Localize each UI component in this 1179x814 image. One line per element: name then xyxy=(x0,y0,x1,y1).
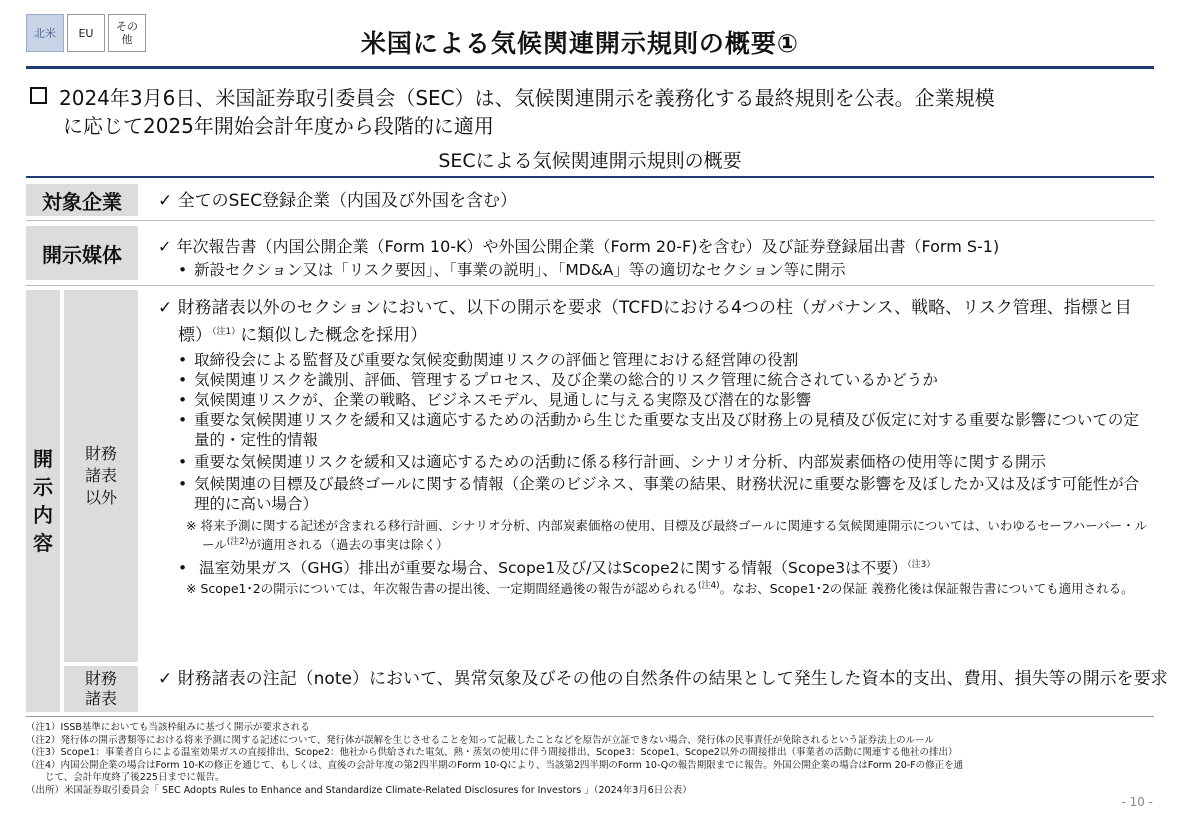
square-bullet-icon xyxy=(30,87,47,104)
scope-note xyxy=(158,578,1153,597)
tab-eu[interactable]: EU xyxy=(67,14,105,52)
lead-line-1: 2024年3月6日、米国証券取引委員会（SEC）は、気候関連開示を義務化する最終規則を公表。企業規模 xyxy=(59,86,995,110)
tab-other[interactable]: その 他 xyxy=(108,14,146,52)
footnote: （注4）内国公開企業の場合はForm 10-Kの修正を通じて、もしくは、直後の会計年度の第2四半期のForm 10-Qにより、当該第2四半期のForm 10-Qの報告期限までに報告。外国公開企業の場合はForm 20-Fの修正を通 xyxy=(26,759,964,771)
non-fs-label: 財務 諸表 以外 xyxy=(64,290,138,662)
footnote-ref: (注4) xyxy=(697,580,720,591)
list-item: • 気候関連リスクを識別、評価、管理するプロセス、及び企業の総合的リスク管理に統合されているかどうか xyxy=(158,370,1153,390)
safe-harbor-note-text: ※ 将来予測に関する記述が含まれる移行計画、シナリオ分析、内部炭素価格の使用、目標及び最終ゴールに関連する気候関連開示については、いわゆるセーフハーバー・ルール xyxy=(186,517,1148,552)
tab-north-america[interactable]: 北米 xyxy=(26,14,64,52)
media-text: ✓ 年次報告書（内国公開企業（Form 10-K）や外国公開企業（Form 20-F)を含む）及び証券登録届出書（Form S-1) xyxy=(158,236,1153,258)
list-item: • 気候関連の目標及び最終ゴールに関する情報（企業のビジネス、事業の結果、財務状況に重要な影響を及ぼしたか又は及ぼす可能性が合理的に高い場合） xyxy=(158,474,1153,514)
footnotes xyxy=(26,722,1154,798)
scope-note-text: ※ Scope1･2の開示については、年次報告書の提出後、一定期間経過後の報告が認められる xyxy=(186,581,698,597)
title-rule xyxy=(26,66,1154,69)
fs-label: 財務 諸表 xyxy=(64,666,138,712)
safe-harbor-note-text-2: が適用される（過去の事実は除く） xyxy=(248,536,449,552)
scope-note-text-2: 。なお、Scope1･2の保証 義務化後は保証報告書についても適用される。 xyxy=(719,581,1134,597)
target-text: ✓ 全てのSEC登録企業（内国及び外国を含む） xyxy=(158,190,1148,212)
media-bullet: • 新設セクション又は「リスク要因」、「事業の説明」、「MD&A」等の適切なセクション等に開示 xyxy=(158,260,1179,280)
footnote: （注2）発行体の開示書類等における将来予測に関する記述について、発行体が誤解を生じさせることを知って記載したことなどを原告が立証できない場合、発行体の民事責任が免除されるという証券法上のルール xyxy=(26,734,934,746)
footnote: じて、会計年度終了後225日までに報告。 xyxy=(26,772,225,784)
list-item-ghg xyxy=(158,555,1153,578)
table-top-rule xyxy=(26,176,1154,178)
target-header: 対象企業 xyxy=(26,184,138,216)
non-fs-check xyxy=(158,296,1153,348)
lead-statement xyxy=(30,84,1150,140)
divider xyxy=(26,285,1154,286)
list-item: • 重要な気候関連リスクを緩和又は適応するための活動に係る移行計画、シナリオ分析、内部炭素価格の使用等に関する開示 xyxy=(158,452,1153,472)
page-title: 米国による気候関連開示規則の概要① xyxy=(360,29,800,58)
media-header: 開示媒体 xyxy=(26,226,138,280)
source-note: （出所）米国証券取引委員会「 SEC Adopts Rules to Enhance and Standardize Climate-Related Disclosures for Investors 」（2024年3月6日公表） xyxy=(26,784,692,796)
non-fs-content xyxy=(158,296,1153,597)
footnote-ref: (注2) xyxy=(226,536,249,547)
footnote: （注1）ISSB基準においても当該枠組みに基づく開示が要求される xyxy=(26,722,310,733)
list-item: • 取締役会による監督及び重要な気候変動関連リスクの評価と管理における経営陣の役割 xyxy=(158,350,1153,370)
page-number: - 10 - xyxy=(1121,795,1153,809)
fs-text: ✓ 財務諸表の注記（note）において、異常気象及びその他の自然条件の結果として発生した資本的支出、費用、損失等の開示を要求 xyxy=(158,668,1173,690)
non-fs-check-text: 財務諸表以外のセクションにおいて、以下の開示を要求（TCFDにおける4つの柱（ガバナンス、戦略、リスク管理、指標と目標） xyxy=(177,298,1132,346)
non-fs-check-text-2: に類似した概念を採用） xyxy=(240,325,428,346)
content-header: 開 示 内 容 xyxy=(26,290,60,712)
region-tabs xyxy=(26,14,146,52)
footnote: （注3）Scope1：事業者自らによる温室効果ガスの直接排出、Scope2：他社から供給された電気、熱・蒸気の使用に伴う間接排出、Scope3：Scope1、Scope2以外の間接排出（事業者の活動に関連する他社の排出） xyxy=(26,747,958,759)
footnote-ref: （注3） xyxy=(907,559,936,570)
divider xyxy=(26,220,1154,221)
ghg-text: 温室効果ガス（GHG）排出が重要な場合、Scope1及び/又はScope2に関する情報（Scope3は不要） xyxy=(198,558,908,577)
table-bottom-rule xyxy=(26,716,1154,717)
list-item: • 重要な気候関連リスクを緩和又は適応するための活動から生じた重要な支出及び財務上の見積及び仮定に対する重要な影響についての定量的・定性的情報 xyxy=(158,410,1153,450)
footnote-ref: （注1） xyxy=(212,327,241,337)
safe-harbor-note xyxy=(158,517,1153,553)
list-item: • 気候関連リスクが、企業の戦略、ビジネスモデル、見通しに与える実際及び潜在的な影響 xyxy=(158,390,1153,410)
section-subtitle: SECによる気候関連開示規則の概要 xyxy=(438,150,742,172)
lead-line-2: に応じて2025年開始会計年度から段階的に適用 xyxy=(63,114,494,138)
